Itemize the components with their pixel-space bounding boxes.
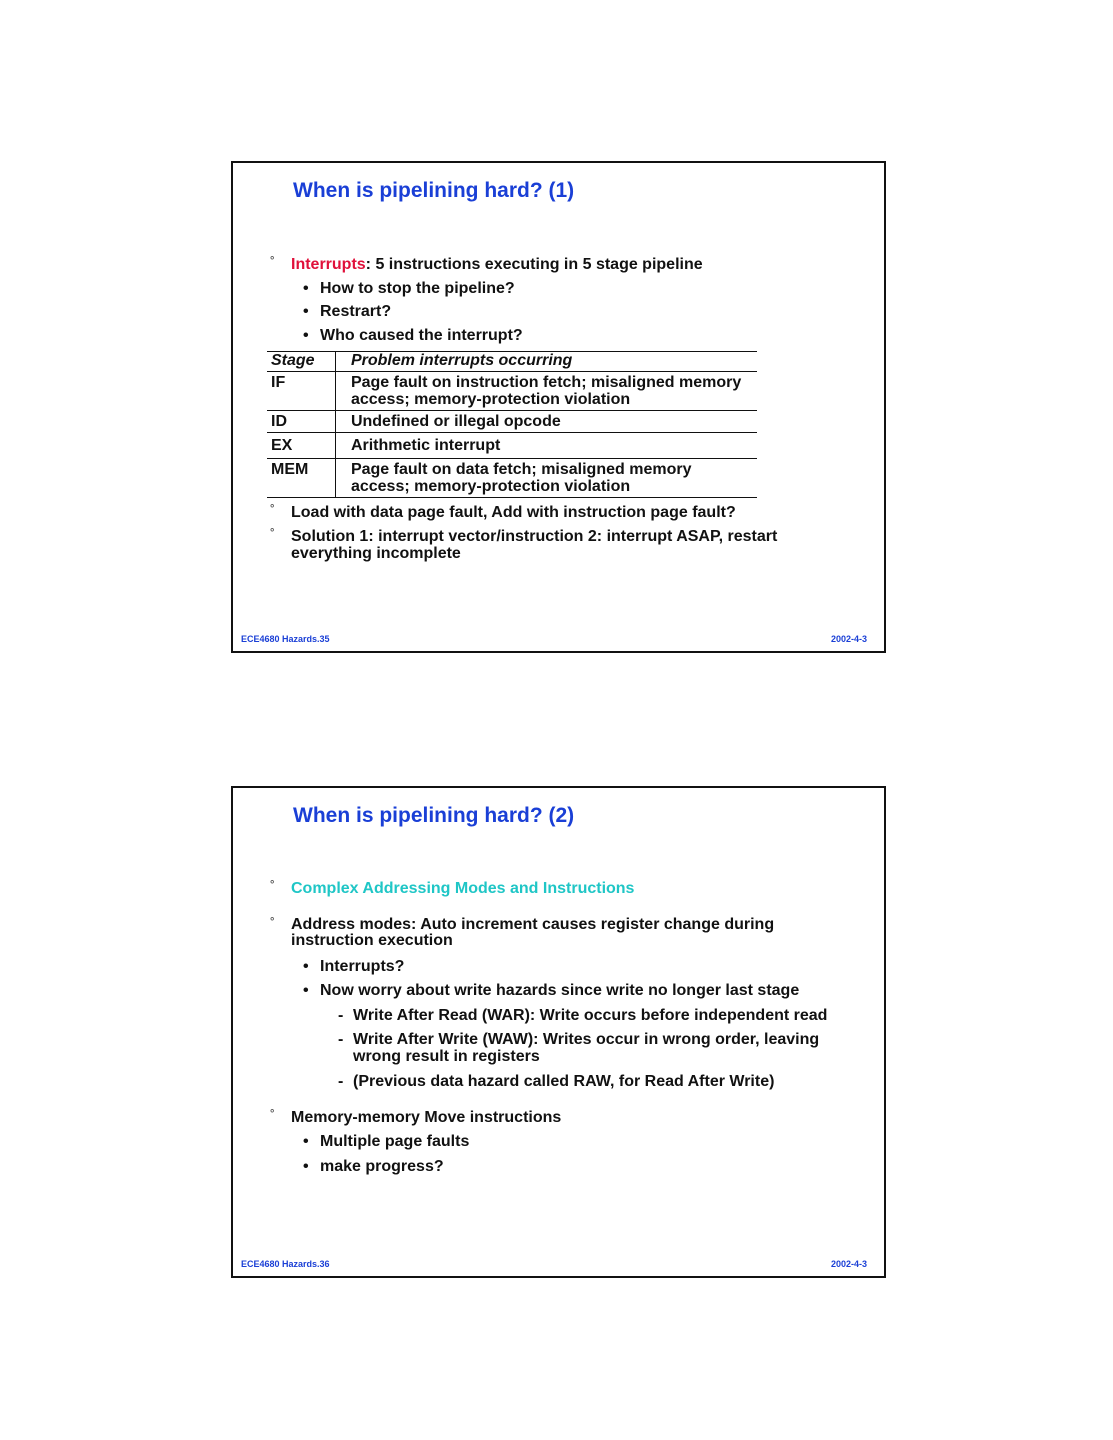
sub-marker: • <box>303 1158 309 1175</box>
footer-date: 2002-4-3 <box>830 1259 867 1269</box>
sub-marker: • <box>303 303 309 320</box>
dash-item: (Previous data hazard called RAW, for Read After Write) <box>353 1073 775 1090</box>
slide-title: When is pipelining hard? (2) <box>293 804 575 827</box>
bullet-marker: ° <box>270 527 275 539</box>
table-header <box>267 352 757 372</box>
bullet-address-modes: Address modes: Auto increment causes register change during instruction execution <box>291 916 775 949</box>
bullet-complex: Complex Addressing Modes and Instructions <box>291 880 635 897</box>
table-row <box>267 459 757 498</box>
dash-marker: - <box>338 1073 344 1090</box>
bullet-solution: Solution 1: interrupt vector/instruction 2: interrupt ASAP, restart everything incomplete <box>291 528 778 562</box>
footer-date: 2002-4-3 <box>830 634 867 644</box>
sub-bullet: make progress? <box>320 1158 444 1175</box>
sub-bullet: Now worry about write hazards since write no longer last stage <box>320 982 800 999</box>
stage-cell: EX <box>267 433 335 459</box>
problem-cell: Page fault on instruction fetch; misaligned memory access; memory-protection violation <box>335 372 757 411</box>
bullet-interrupts <box>291 256 703 273</box>
sub-marker: • <box>303 327 309 344</box>
header-cell: Problem interrupts occurring <box>335 352 757 372</box>
stage-cell: IF <box>267 372 335 411</box>
footer-left: ECE4680 Hazards.36 <box>241 1259 330 1269</box>
problem-cell: Arithmetic interrupt <box>335 433 757 459</box>
problem-cell: Undefined or illegal opcode <box>335 411 757 433</box>
bullet-memory-move: Memory-memory Move instructions <box>291 1109 562 1126</box>
bullet-marker: ° <box>270 255 275 267</box>
sub-bullet: Restrart? <box>320 303 392 320</box>
bullet-load: Load with data page fault, Add with instruction page fault? <box>291 504 736 521</box>
bullet-marker: ° <box>270 916 275 928</box>
sub-bullet: Multiple page faults <box>320 1133 470 1150</box>
bullet-marker: ° <box>270 1108 275 1120</box>
stage-cell: ID <box>267 411 335 433</box>
problem-cell: Page fault on data fetch; misaligned memory access; memory-protection violation <box>335 459 757 498</box>
sub-bullet: Who caused the interrupt? <box>320 327 523 344</box>
stage-cell: MEM <box>267 459 335 498</box>
sub-marker: • <box>303 982 309 999</box>
slide-36 <box>231 786 886 1278</box>
interrupt-table <box>267 351 757 498</box>
sub-marker: • <box>303 958 309 975</box>
bullet-marker: ° <box>270 503 275 515</box>
table-row <box>267 411 757 433</box>
table-row <box>267 433 757 459</box>
sub-bullet: Interrupts? <box>320 958 405 975</box>
dash-item: Write After Write (WAW): Writes occur in wrong order, leaving wrong result in registers <box>353 1031 820 1065</box>
slide-35 <box>231 161 886 653</box>
highlight: Interrupts <box>291 256 366 273</box>
bullet-text: : 5 instructions executing in 5 stage pipeline <box>365 256 703 273</box>
sub-marker: • <box>303 280 309 297</box>
sub-bullet: How to stop the pipeline? <box>320 280 515 297</box>
dash-marker: - <box>338 1007 344 1024</box>
footer-left: ECE4680 Hazards.35 <box>241 634 330 644</box>
header-cell: Stage <box>267 352 335 372</box>
dash-marker: - <box>338 1031 344 1048</box>
dash-item: Write After Read (WAR): Write occurs before independent read <box>353 1007 828 1024</box>
slide-title: When is pipelining hard? (1) <box>293 179 575 202</box>
table-row <box>267 372 757 411</box>
sub-marker: • <box>303 1133 309 1150</box>
bullet-marker: ° <box>270 879 275 891</box>
